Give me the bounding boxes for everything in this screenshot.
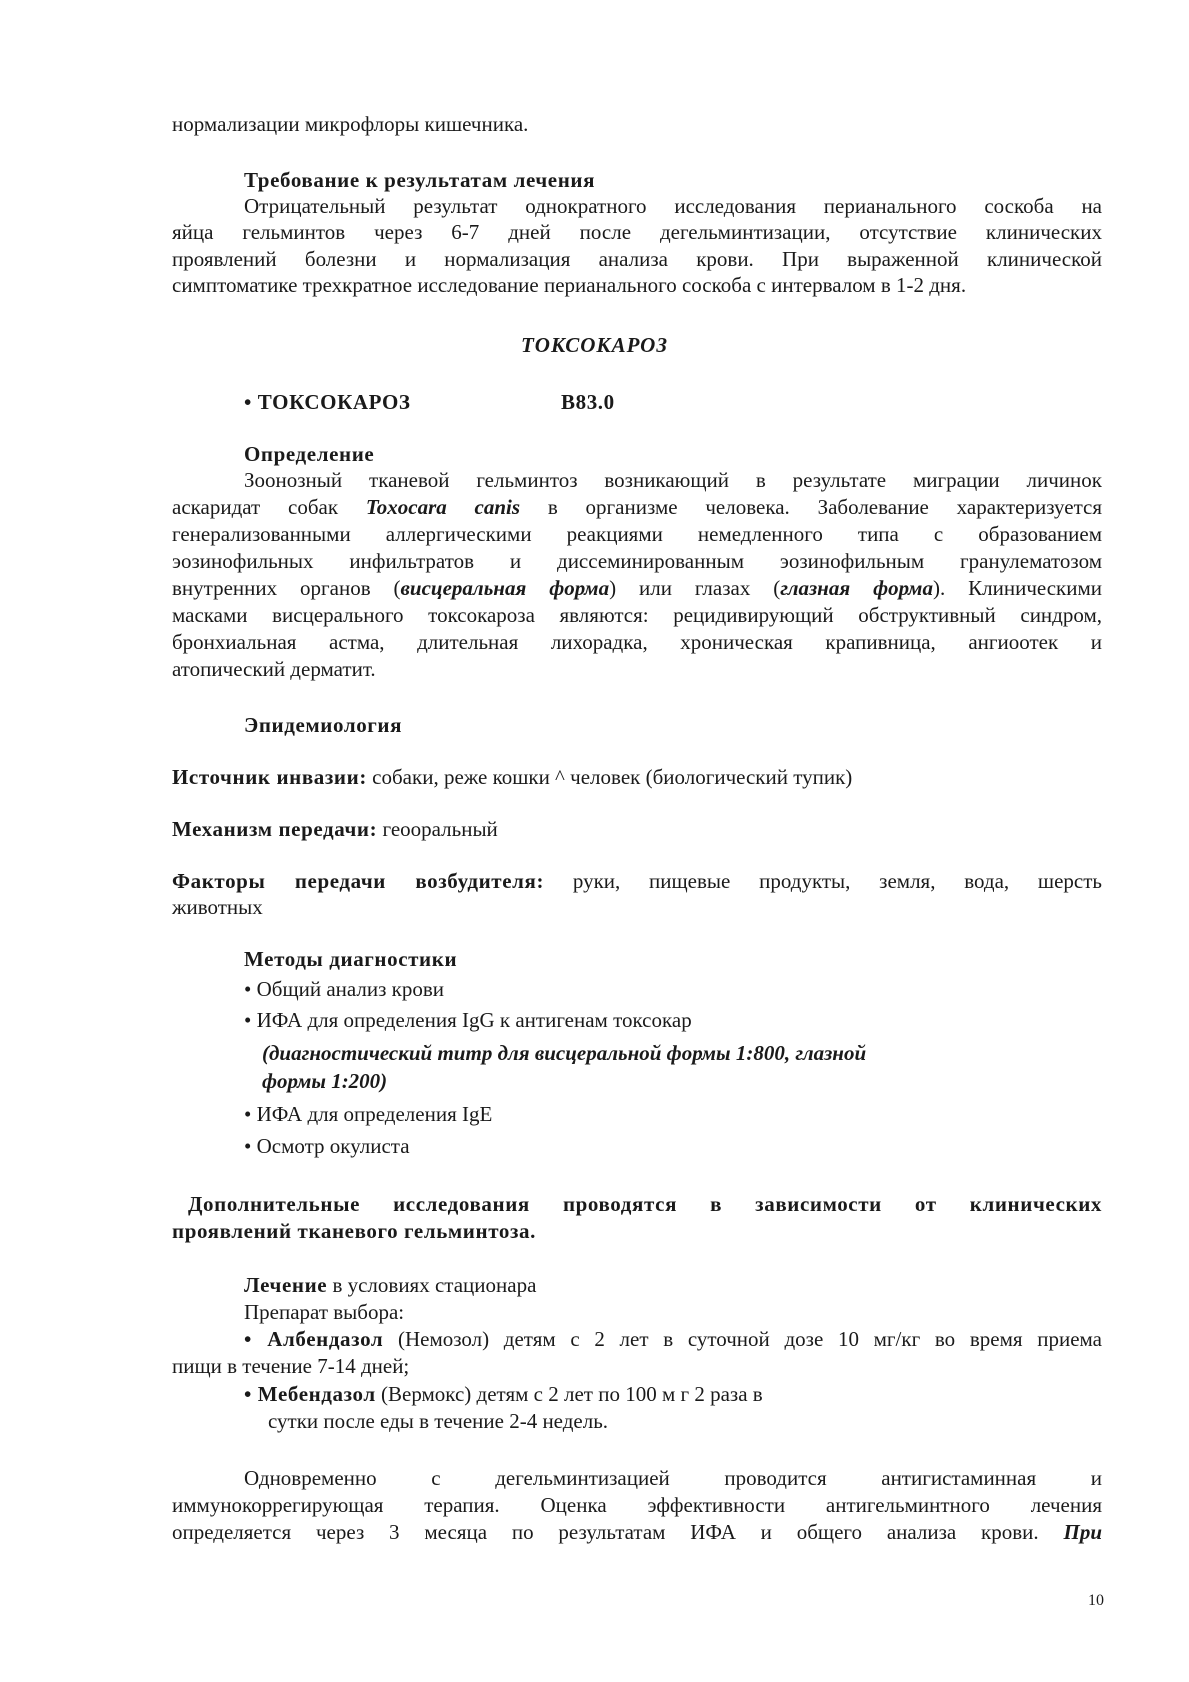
bold-paragraph-line: проявлений тканевого гельминтоза.	[172, 1219, 536, 1243]
body-text-line: Препарат выбора:	[244, 1300, 405, 1324]
body-text-line: пищи в течение 7-14 дней;	[172, 1354, 410, 1378]
drug-item: • Мебендазол (Вермокс) детям с 2 лет по 100 м г 2 раза в	[244, 1382, 763, 1406]
chapter-title: ТОКСОКАРОЗ	[520, 333, 669, 357]
body-text-line: бронхиальная астма, длительная лихорадка, хроническая крапивница, ангиоотек и	[172, 630, 1102, 654]
page-number: 10	[1088, 1592, 1104, 1609]
body-text-line: масками висцерального токсокароза являются: рецидивирующий обструктивный синдром,	[172, 603, 1102, 627]
drug-item: • Албендазол (Немозол) детям с 2 лет в суточной дозе 10 мг/кг во время приема	[244, 1327, 1102, 1351]
body-text-line: сутки после еды в течение 2-4 недель.	[268, 1409, 609, 1433]
body-text-line: Отрицательный результат однократного исследования перианального соскоба на	[244, 194, 1102, 218]
latin-name: Toxocara canis	[365, 495, 521, 519]
epidemiology-source: Источник инвазии: собаки, реже кошки ^ человек (биологический тупик)	[172, 765, 853, 789]
treatment-heading: Лечение в условиях стационара	[244, 1273, 537, 1297]
bold-paragraph-line: Дополнительные исследования проводятся в зависимости от клинических	[188, 1192, 1102, 1216]
body-text-line: внутренних органов (висцеральная форма) или глазах (глазная форма). Клиническими	[172, 576, 1103, 600]
section-heading: Определение	[244, 442, 375, 466]
icd-code: B83.0	[561, 390, 615, 414]
body-text-line: Зоонозный тканевой гельминтоз возникающий в результате миграции личинок	[244, 468, 1102, 492]
body-text-line: определяется через 3 месяца по результатам ИФА и общего анализа крови. При	[172, 1520, 1102, 1544]
section-heading: Методы диагностики	[244, 947, 458, 971]
body-text-line: иммунокоррегирующая терапия. Оценка эффективности антигельминтного лечения	[172, 1493, 1102, 1517]
body-text-line: нормализации микрофлоры кишечника.	[172, 112, 529, 136]
body-text-line: эозинофильных инфильтратов и диссеминированным эозинофильным гранулематозом	[172, 549, 1102, 573]
section-heading: Эпидемиология	[244, 713, 403, 737]
epidemiology-factors: Факторы передачи возбудителя: руки, пищевые продукты, земля, вода, шерсть	[172, 869, 1102, 893]
list-item: • Осмотр окулиста	[244, 1134, 410, 1158]
disease-bullet: • ТОКСОКАРОЗ	[244, 390, 411, 414]
list-item: • Общий анализ крови	[244, 977, 445, 1001]
body-text-line: животных	[172, 895, 263, 919]
body-text-line: симптоматике трехкратное исследование перианального соскоба с интервалом в 1-2 дня.	[172, 273, 967, 297]
list-item-note: (диагностический титр для висцеральной формы 1:800, глазной	[262, 1041, 867, 1065]
body-text-line: генерализованными аллергическими реакциями немедленного типа с образованием	[172, 522, 1102, 546]
section-heading: Требование к результатам лечения	[244, 168, 596, 192]
body-text-line: яйца гельминтов через 6-7 дней после дегельминтизации, отсутствие клинических	[172, 220, 1102, 244]
body-text-line: аскаридат собак Toxocara canis в организме человека. Заболевание характеризуется	[172, 495, 1103, 519]
list-item: • ИФА для определения IgG к антигенам токсокар	[244, 1008, 692, 1032]
list-item-note: формы 1:200)	[262, 1069, 388, 1093]
body-text-line: проявлений болезни и нормализация анализа крови. При выраженной клинической	[172, 247, 1102, 271]
body-text-line: Одновременно с дегельминтизацией проводится антигистаминная и	[244, 1466, 1102, 1490]
epidemiology-mechanism: Механизм передачи: геооральный	[172, 817, 498, 841]
body-text-line: атопический дерматит.	[172, 657, 376, 681]
list-item: • ИФА для определения IgE	[244, 1102, 493, 1126]
